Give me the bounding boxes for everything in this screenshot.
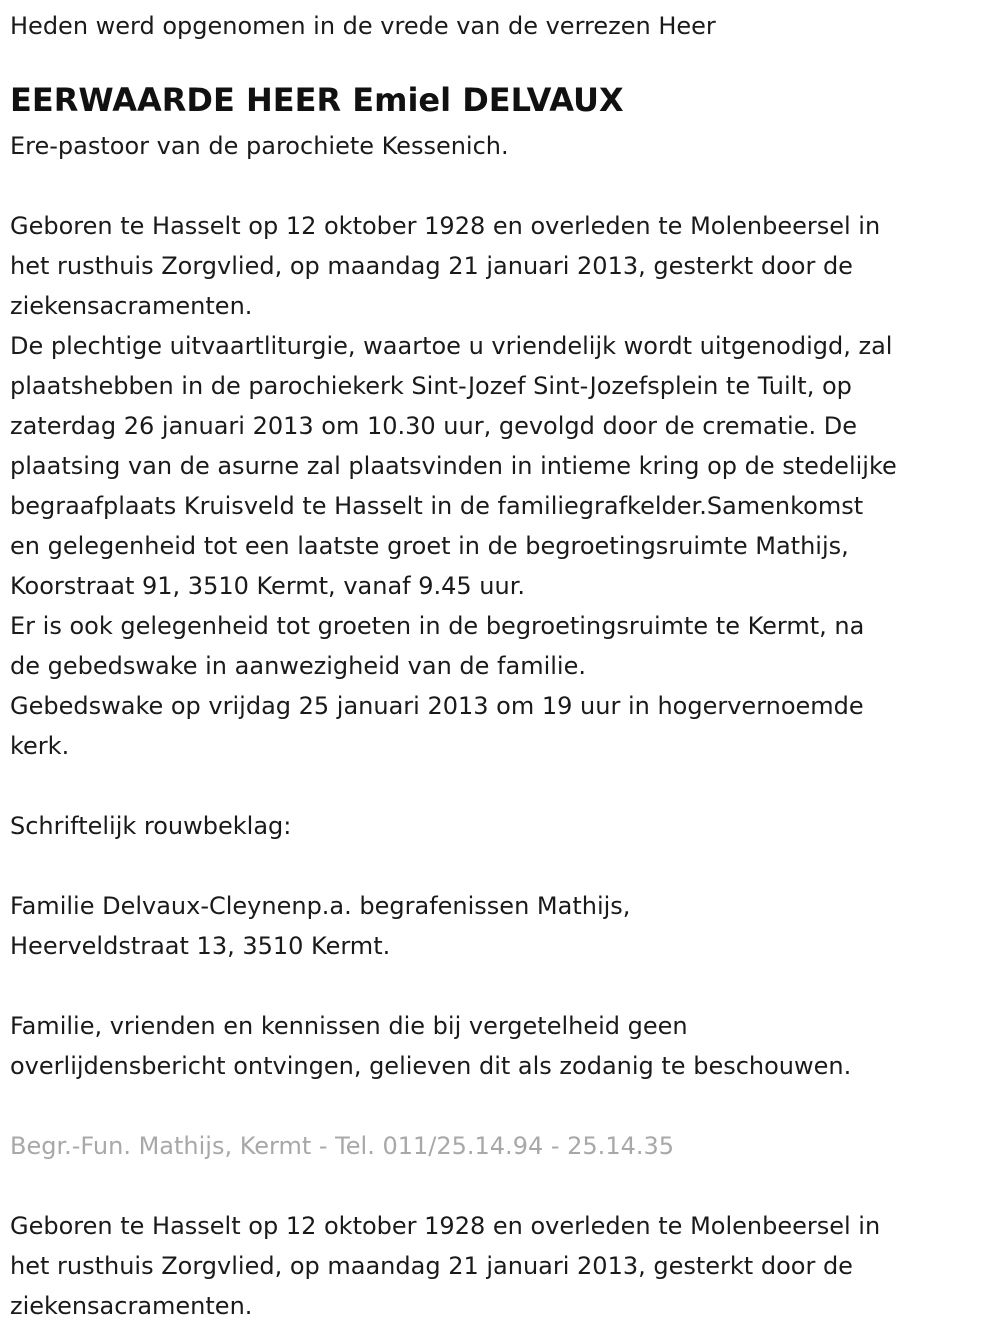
spacer [10, 966, 990, 1006]
spacer [10, 166, 990, 206]
undertaker-contact: Begr.-Fun. Mathijs, Kermt - Tel. 011/25.14.94 - 25.14.35 [10, 1132, 675, 1160]
vigil-paragraph [10, 686, 990, 766]
notice-paragraph [10, 1006, 990, 1086]
greeting-paragraph [10, 606, 990, 686]
paragraph-line: Er is ook gelegenheid tot groeten in de begroetingsruimte te Kermt, na [10, 612, 865, 640]
paragraph-line: het rusthuis Zorgvlied, op maandag 21 januari 2013, gesterkt door de [10, 252, 853, 280]
paragraph-line: begraafplaats Kruisveld te Hasselt in de familiegrafkelder.Samenkomst [10, 492, 864, 520]
paragraph-line: Familie, vrienden en kennissen die bij vergetelheid geen [10, 1012, 688, 1040]
spacer [10, 766, 990, 806]
paragraph-line: plaatshebben in de parochiekerk Sint-Jozef Sint-Jozefsplein te Tuilt, op [10, 372, 852, 400]
paragraph-line: plaatsing van de asurne zal plaatsvinden in intieme kring op de stedelijke [10, 452, 897, 480]
paragraph-line: Koorstraat 91, 3510 Kermt, vanaf 9.45 uur. [10, 572, 526, 600]
paragraph-line: overlijdensbericht ontvingen, gelieven dit als zodanig te beschouwen. [10, 1052, 852, 1080]
paragraph-line: De plechtige uitvaartliturgie, waartoe u vriendelijk wordt uitgenodigd, zal [10, 332, 893, 360]
paragraph-line: Geboren te Hasselt op 12 oktober 1928 en overleden te Molenbeersel in [10, 1212, 881, 1240]
paragraph-line: zaterdag 26 januari 2013 om 10.30 uur, gevolgd door de crematie. De [10, 412, 857, 440]
address-paragraph [10, 886, 990, 966]
birth-paragraph-repeat [10, 1206, 990, 1326]
deceased-name: EERWAARDE HEER Emiel DELVAUX [10, 81, 624, 119]
paragraph-line: Familie Delvaux-Cleynenp.a. begrafenissen Mathijs, [10, 892, 631, 920]
paragraph-line: en gelegenheid tot een laatste groet in de begroetingsruimte Mathijs, [10, 532, 849, 560]
intro-line: Heden werd opgenomen in de vrede van de verrezen Heer [10, 12, 716, 40]
paragraph-line: Geboren te Hasselt op 12 oktober 1928 en overleden te Molenbeersel in [10, 212, 881, 240]
spacer [10, 1166, 990, 1206]
subtitle: Ere-pastoor van de parochiete Kessenich. [10, 132, 509, 160]
paragraph-line: ziekensacramenten. [10, 292, 253, 320]
condolence-label: Schriftelijk rouwbeklag: [10, 812, 292, 840]
spacer [10, 1086, 990, 1126]
paragraph-line: Gebedswake op vrijdag 25 januari 2013 om 19 uur in hogervernoemde [10, 692, 864, 720]
paragraph-line: de gebedswake in aanwezigheid van de familie. [10, 652, 586, 680]
paragraph-line: Heerveldstraat 13, 3510 Kermt. [10, 932, 391, 960]
spacer [10, 846, 990, 886]
birth-paragraph [10, 206, 990, 326]
spacer [10, 46, 990, 74]
funeral-paragraph [10, 326, 990, 606]
paragraph-line: het rusthuis Zorgvlied, op maandag 21 januari 2013, gesterkt door de [10, 1252, 853, 1280]
paragraph-line: ziekensacramenten. [10, 1292, 253, 1320]
paragraph-line: kerk. [10, 732, 70, 760]
